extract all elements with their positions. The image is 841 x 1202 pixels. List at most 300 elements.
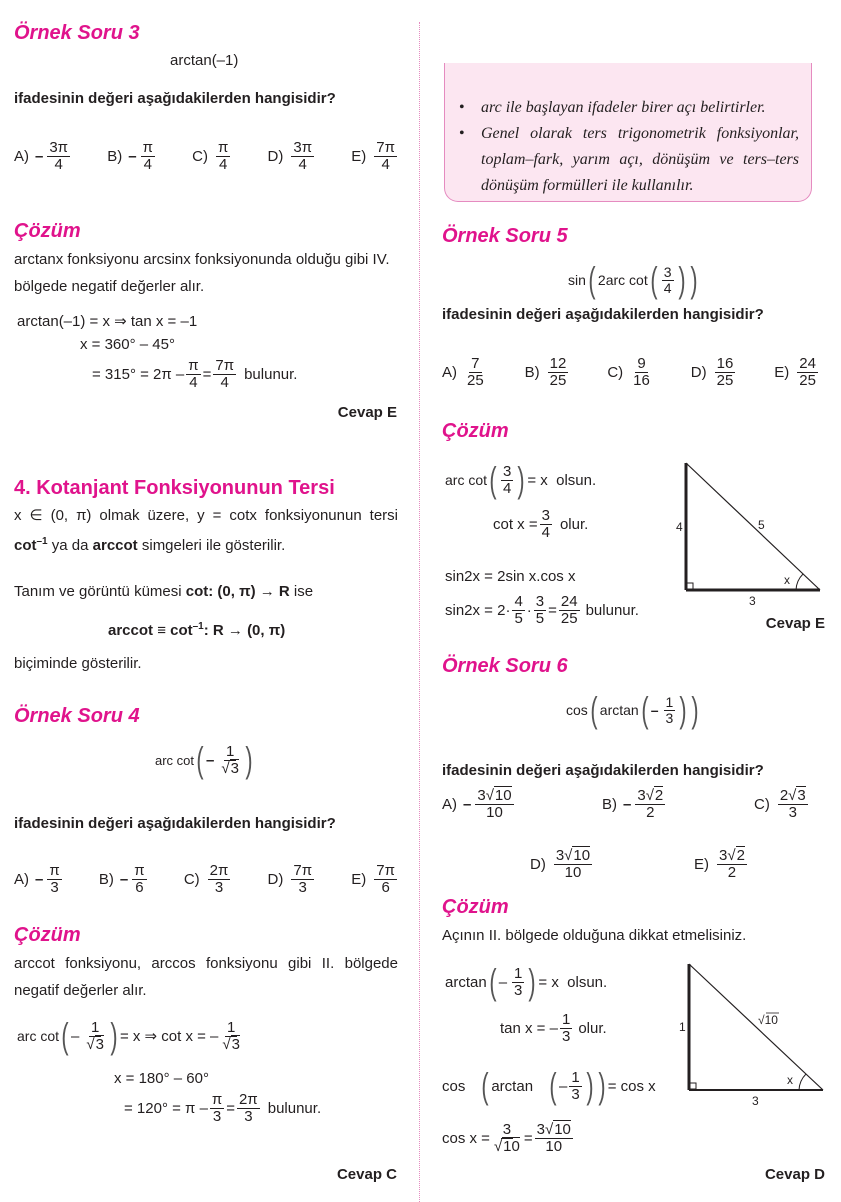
- q5-expr-fraction: [662, 265, 674, 295]
- q3-line3-start: = 315° = 2π –: [92, 365, 185, 383]
- answer-option[interactable]: [442, 788, 516, 821]
- right-paren: ): [677, 259, 686, 300]
- minus-sign: –: [35, 870, 44, 888]
- radicand: 10: [494, 787, 512, 804]
- answer-option[interactable]: [184, 863, 233, 896]
- triangle-hypotenuse: [686, 463, 820, 590]
- option-fraction: [47, 140, 70, 173]
- q5-line3: sin2x = 2sin x.cos x: [445, 568, 576, 585]
- q5-line4-equals: =: [548, 601, 557, 619]
- denominator: 6: [381, 878, 390, 896]
- q5-expr-inner: 2arc cot: [597, 272, 648, 288]
- numerator: 1: [225, 742, 235, 760]
- option-fraction: [291, 863, 314, 896]
- denominator: 3: [788, 803, 797, 821]
- radicand: 3: [231, 1035, 240, 1053]
- denominator: 25: [467, 371, 484, 389]
- right-paren: ): [586, 1065, 594, 1106]
- denominator: 3: [514, 981, 523, 999]
- q4-line2: x = 180° – 60°: [114, 1070, 209, 1087]
- q4-expr-paren: [194, 739, 255, 780]
- denominator: 3: [214, 878, 224, 896]
- left-paren: (: [590, 689, 598, 730]
- q6-line4-equals: =: [523, 1129, 533, 1147]
- q4-line3-fraction-2: [237, 1092, 260, 1125]
- q3-line3-equals: =: [202, 365, 212, 383]
- q6-line1-end: = x olsun.: [538, 973, 608, 991]
- q6-line4-start: cos x =: [442, 1129, 490, 1147]
- note-item-text: Genel olarak ters trigonometrik fonksiyonlar, toplam–fark, yarım açı, dönüşüm ve ters–ters dönüşüm formülleri ile kullanılır.: [481, 125, 799, 194]
- option-fraction: [291, 140, 314, 173]
- answer-option[interactable]: [525, 356, 571, 389]
- q6-question: ifadesinin değeri aşağıdakilerden hangisidir?: [442, 762, 764, 779]
- denominator: 3: [212, 1107, 222, 1125]
- cot-symbol: cot: [14, 537, 37, 554]
- q6-line2-end: olur.: [578, 1019, 607, 1037]
- denominator: 10: [486, 803, 503, 821]
- right-paren: ): [245, 739, 253, 780]
- answer-option[interactable]: [351, 863, 399, 896]
- q4-line3: [124, 1092, 321, 1125]
- section-p2: [14, 528, 285, 559]
- q4-line1-paren: [59, 1015, 120, 1056]
- q6-line3: [442, 1065, 656, 1106]
- q6-expr-function: cos: [566, 702, 588, 718]
- q5-line4: [445, 594, 639, 627]
- q3-line3-fraction-1: [186, 358, 200, 391]
- denominator: 5: [514, 609, 523, 627]
- q5-title: Örnek Soru 5: [442, 225, 568, 247]
- q4-title: Örnek Soru 4: [14, 705, 140, 727]
- coefficient: 3: [536, 1121, 545, 1138]
- numerator: 3: [541, 507, 550, 524]
- q6-solution-title: Çözüm: [442, 896, 509, 918]
- coefficient: 2: [779, 787, 789, 804]
- left-paren: (: [196, 739, 204, 780]
- denominator: 3: [298, 878, 307, 896]
- denominator: 2: [727, 863, 737, 881]
- right-angle-marker: [690, 1083, 696, 1089]
- info-note: [444, 63, 812, 202]
- q5-line1-paren: [487, 459, 527, 500]
- bullet-icon: •: [459, 125, 465, 142]
- q5-options: [442, 356, 820, 389]
- answer-option[interactable]: [99, 863, 149, 896]
- q5-line1-fraction: [501, 464, 513, 497]
- denominator: 4: [503, 479, 512, 497]
- q6-options: [442, 788, 820, 888]
- option-label: A): [14, 147, 29, 165]
- numerator: 3: [502, 1121, 512, 1138]
- answer-option[interactable]: [14, 140, 72, 173]
- q3-line1: arctan(–1) = x ⇒ tan x = –1: [17, 313, 198, 330]
- option-label: B): [602, 795, 617, 813]
- option-label: C): [754, 795, 770, 813]
- section-formula: [108, 621, 285, 639]
- minus-sign: –: [206, 751, 215, 769]
- answer-option[interactable]: [774, 356, 820, 389]
- note-item: [459, 95, 799, 121]
- numerator: 3√2: [637, 787, 664, 804]
- answer-option[interactable]: [268, 140, 317, 173]
- numerator: 1: [514, 964, 523, 982]
- q3-line3-end: bulunur.: [244, 365, 298, 383]
- option-label: B): [107, 147, 123, 165]
- option-fraction: [554, 848, 592, 881]
- q4-line3-equals: =: [226, 1099, 236, 1117]
- q5-line1-end: = x olsun.: [527, 471, 597, 489]
- numerator: π: [211, 1091, 223, 1108]
- q6-line2: [500, 1012, 607, 1045]
- q5-line1-function: arc cot: [445, 472, 488, 488]
- q6-line4-fraction-2: [535, 1122, 573, 1155]
- answer-option[interactable]: [607, 356, 654, 389]
- numerator: 1: [665, 693, 674, 710]
- denominator: 2: [646, 803, 655, 821]
- numerator: 7π: [376, 139, 395, 156]
- q5-expr-inner-paren: [648, 259, 688, 300]
- p2-text-1: ya da: [47, 537, 93, 554]
- option-fraction: [141, 140, 155, 173]
- numerator: 24: [560, 593, 578, 610]
- option-label: D): [690, 363, 707, 381]
- right-paren: ): [679, 689, 687, 730]
- left-paren: (: [549, 1065, 557, 1106]
- option-label: A): [14, 870, 29, 888]
- option-fraction: [635, 788, 665, 821]
- numerator: π: [134, 862, 145, 879]
- q6-line3-function: cos: [442, 1077, 466, 1095]
- numerator: 24: [799, 355, 816, 372]
- bullet-icon: •: [459, 99, 465, 116]
- answer-option[interactable]: [268, 863, 317, 896]
- left-paren: (: [61, 1015, 69, 1056]
- coefficient: 3: [719, 847, 728, 864]
- q6-expr-inner: arctan: [599, 702, 639, 718]
- q6-triangle-diagram: [670, 955, 840, 1115]
- q6-line1: [445, 961, 608, 1002]
- right-paren: ): [110, 1015, 118, 1056]
- q6-line3-inner-paren: [547, 1065, 596, 1106]
- option-fraction: [132, 863, 146, 896]
- q6-line2-fraction: [560, 1012, 572, 1045]
- option-fraction: [717, 848, 747, 881]
- numerator: 3√10: [477, 787, 512, 804]
- numerator: 9: [637, 355, 646, 372]
- answer-option[interactable]: [14, 863, 64, 896]
- q5-solution-title: Çözüm: [442, 420, 509, 442]
- angle-arc: [796, 574, 803, 590]
- q4-line1-function: arc cot: [17, 1028, 60, 1044]
- denominator: 16: [633, 371, 650, 389]
- right-paren: ): [689, 259, 698, 300]
- answer-option[interactable]: [694, 848, 749, 881]
- option-label: E): [351, 147, 367, 165]
- denominator: √3: [221, 759, 239, 777]
- option-fraction: [208, 863, 231, 896]
- q3-options: [14, 140, 399, 173]
- numerator: 2√3: [779, 787, 806, 804]
- answer-option[interactable]: [691, 356, 738, 389]
- numerator: π: [188, 357, 199, 374]
- formula-superscript: –1: [192, 621, 204, 632]
- p3-domain: cot: (0, π) → R: [185, 583, 290, 600]
- denominator: 25: [560, 609, 578, 627]
- answer-option[interactable]: [351, 140, 399, 173]
- numerator: 1: [561, 1011, 571, 1028]
- q5-triangle-diagram: [670, 450, 840, 610]
- note-item: [459, 121, 799, 199]
- numerator: 7: [471, 355, 480, 372]
- numerator: 2π: [239, 1091, 258, 1108]
- numerator: 3√10: [555, 847, 591, 864]
- q4-expression: [155, 739, 255, 780]
- q6-line1-paren: [487, 961, 539, 1002]
- note-list: [459, 95, 799, 199]
- q6-line3-inner: arctan: [491, 1077, 534, 1095]
- section-p4: biçiminde gösterilir.: [14, 655, 142, 672]
- q6-expr-inner-paren: [639, 689, 690, 730]
- option-fraction: [778, 788, 808, 821]
- numerator: 16: [716, 355, 734, 372]
- q4-solution-title: Çözüm: [14, 924, 81, 946]
- option-label: A): [442, 795, 457, 813]
- q5-line4-fraction-2: [534, 594, 546, 627]
- q4-question: ifadesinin değeri aşağıdakilerden hangisidir?: [14, 815, 336, 832]
- numerator: 7π: [376, 862, 395, 879]
- right-paren: ): [528, 961, 536, 1002]
- q3-solution-text: arctanx fonksiyonu arcsinx fonksiyonunda olduğu gibi IV. bölgede negatif değerler alır.: [14, 251, 390, 295]
- option-label: C): [192, 147, 208, 165]
- coefficient: 3: [637, 787, 646, 804]
- q6-line1-fraction: [512, 966, 524, 999]
- left-paren: (: [481, 1065, 489, 1106]
- q6-line1-function: arctan: [445, 973, 487, 991]
- option-fraction: [374, 140, 397, 173]
- q5-line1: [445, 459, 597, 500]
- p3-text-2: ise: [289, 583, 314, 600]
- q6-solution-text: Açının II. bölgede olduğuna dikkat etmelisiniz.: [442, 927, 747, 944]
- left-paren: (: [588, 259, 596, 300]
- radicand: 10: [764, 1013, 778, 1027]
- option-label: C): [183, 870, 200, 888]
- denominator: 3: [561, 1027, 571, 1045]
- option-label: E): [351, 870, 367, 888]
- numerator: 7π: [215, 357, 235, 374]
- option-fraction: [47, 863, 61, 896]
- minus-sign: –: [71, 1027, 80, 1045]
- section-p1: x ∈ (0, π) olmak üzere, y = cotx fonksiyonunun tersi: [14, 507, 398, 524]
- coefficient: 3: [555, 847, 565, 864]
- q6-line3-outer-paren: [479, 1065, 607, 1106]
- q4-line1-middle: = x ⇒ cot x = –: [119, 1028, 219, 1045]
- p3-text-1: Tanım ve görüntü kümesi: [14, 583, 186, 600]
- triangle-hypotenuse: [689, 964, 823, 1090]
- right-angle-marker: [687, 583, 693, 589]
- denominator: 4: [220, 373, 229, 391]
- denominator: 3: [244, 1107, 253, 1125]
- minus-sign: –: [650, 702, 659, 718]
- q6-line3-end: = cos x: [607, 1077, 656, 1095]
- denominator: 3: [571, 1085, 580, 1103]
- denominator: 10: [564, 863, 582, 881]
- denominator: √3: [86, 1035, 104, 1053]
- q4-solution-text: arccot fonksiyonu, arccos fonksiyonu gibi II. bölgede negatif değerler alır.: [14, 955, 398, 999]
- radicand: 10: [503, 1137, 520, 1155]
- left-paren: (: [650, 259, 658, 300]
- q5-expression: [568, 259, 700, 300]
- numerator: 3π: [49, 139, 69, 156]
- radicand: 2: [736, 847, 745, 864]
- numerator: 3: [663, 263, 672, 280]
- left-paren: (: [489, 961, 497, 1002]
- label-base: 3: [752, 1094, 759, 1108]
- numerator: 7π: [293, 862, 313, 879]
- option-fraction: [475, 788, 513, 821]
- option-label: A): [442, 363, 457, 381]
- formula-right: : R → (0, π): [203, 622, 286, 639]
- column-divider: [419, 22, 420, 1202]
- radicand: 3: [797, 787, 806, 804]
- q5-line4-start: sin2x = 2·: [445, 601, 511, 619]
- coefficient: 3: [477, 787, 486, 804]
- q3-line3: [92, 358, 297, 391]
- denominator: 4: [541, 523, 550, 541]
- denominator: 4: [189, 373, 198, 391]
- q4-line1-fraction: [84, 1020, 106, 1053]
- q4-options: [14, 863, 399, 896]
- radicand: 10: [573, 847, 591, 864]
- q5-line4-dot: ·: [526, 601, 532, 619]
- option-label: B): [524, 363, 540, 381]
- option-label: E): [774, 363, 790, 381]
- right-paren: ): [691, 689, 699, 730]
- label-hypotenuse: 5: [758, 518, 765, 532]
- radicand: 3: [230, 759, 239, 777]
- answer-option[interactable]: [602, 788, 667, 821]
- q5-answer: Cevap E: [765, 615, 825, 632]
- minus-sign: –: [623, 795, 632, 813]
- option-fraction: [216, 140, 230, 173]
- q3-answer: Cevap E: [337, 404, 397, 421]
- q4-expr-function: arc cot: [155, 752, 195, 768]
- denominator: 25: [716, 371, 734, 389]
- option-label: C): [607, 363, 624, 381]
- numerator: 3√2: [719, 847, 745, 864]
- q5-line2-end: olur.: [559, 515, 589, 533]
- q4-expr-fraction: [219, 744, 241, 777]
- q6-line4: [442, 1122, 575, 1155]
- numerator: 1: [90, 1018, 100, 1036]
- right-paren: ): [598, 1065, 606, 1106]
- numerator: 1: [571, 1068, 580, 1086]
- numerator: π: [142, 139, 153, 156]
- q5-line4-end: bulunur.: [585, 601, 639, 619]
- q5-line2-start: cot x =: [493, 515, 538, 533]
- q5-line2: [493, 508, 588, 541]
- q4-line3-fraction-1: [210, 1092, 224, 1125]
- radicand: 3: [95, 1035, 104, 1053]
- numerator: 12: [549, 355, 567, 372]
- q4-line1: [17, 1015, 244, 1056]
- option-fraction: [374, 863, 397, 896]
- option-label: E): [694, 855, 709, 873]
- denominator: √10: [493, 1137, 520, 1155]
- denominator: 4: [298, 155, 307, 173]
- label-angle: x: [787, 1073, 793, 1087]
- option-fraction: [797, 356, 818, 389]
- q4-line3-end: bulunur.: [267, 1099, 322, 1117]
- q6-expr-fraction: [664, 695, 676, 725]
- right-paren: ): [517, 459, 525, 500]
- option-label: B): [98, 870, 114, 888]
- numerator: 1: [227, 1018, 236, 1036]
- q3-title: Örnek Soru 3: [14, 22, 140, 44]
- q5-line2-fraction: [540, 508, 552, 541]
- q6-line3-fraction: [569, 1070, 581, 1103]
- q3-expression: arctan(–1): [170, 52, 239, 69]
- denominator: 4: [218, 155, 228, 173]
- numerator: π: [217, 139, 229, 156]
- denominator: 4: [143, 155, 152, 173]
- q3-solution-title: Çözüm: [14, 220, 81, 242]
- option-label: D): [267, 147, 284, 165]
- numerator: 3: [535, 593, 545, 610]
- option-label: D): [530, 855, 546, 873]
- denominator: 3: [665, 709, 674, 726]
- numerator: 3: [503, 462, 512, 480]
- denominator: 25: [799, 371, 816, 389]
- p2-text-2: simgeleri ile gösterilir.: [137, 537, 286, 554]
- denominator: 5: [535, 609, 545, 627]
- q6-line4-fraction-1: [492, 1122, 522, 1155]
- option-fraction: [631, 356, 652, 389]
- q6-title: Örnek Soru 6: [442, 655, 568, 677]
- q6-answer: Cevap D: [764, 1166, 825, 1183]
- section-p3: [14, 578, 313, 605]
- answer-option[interactable]: [107, 140, 157, 173]
- denominator: 10: [545, 1137, 563, 1155]
- denominator: 4: [54, 155, 63, 173]
- formula-left: arccot ≡ cot: [108, 622, 193, 639]
- q3-line3-fraction-2: [213, 358, 236, 391]
- minus-sign: –: [128, 147, 137, 165]
- answer-option[interactable]: [754, 788, 810, 821]
- q3-question: ifadesinin değeri aşağıdakilerden hangisidir?: [14, 90, 336, 107]
- numerator: 3π: [293, 139, 313, 156]
- answer-option[interactable]: [192, 140, 232, 173]
- cot-superscript: –1: [36, 536, 48, 547]
- label-base: 3: [749, 594, 756, 608]
- denominator: 25: [549, 371, 567, 389]
- numerator: 4: [514, 593, 523, 610]
- q6-expression: [566, 689, 701, 730]
- option-label: D): [267, 870, 284, 888]
- answer-option[interactable]: [530, 848, 594, 881]
- option-fraction: [715, 356, 736, 389]
- label-hypotenuse: √10: [758, 1013, 778, 1027]
- answer-option[interactable]: [442, 356, 488, 389]
- minus-sign: –: [119, 870, 129, 888]
- q5-line4-fraction-3: [559, 594, 580, 627]
- q5-expr-function: sin: [568, 272, 586, 288]
- denominator: 6: [135, 878, 144, 896]
- minus-sign: –: [559, 1077, 568, 1095]
- numerator: 2π: [209, 862, 229, 879]
- numerator: 3√10: [536, 1121, 571, 1138]
- option-fraction: [465, 356, 486, 389]
- q6-expr-outer-paren: [588, 689, 702, 730]
